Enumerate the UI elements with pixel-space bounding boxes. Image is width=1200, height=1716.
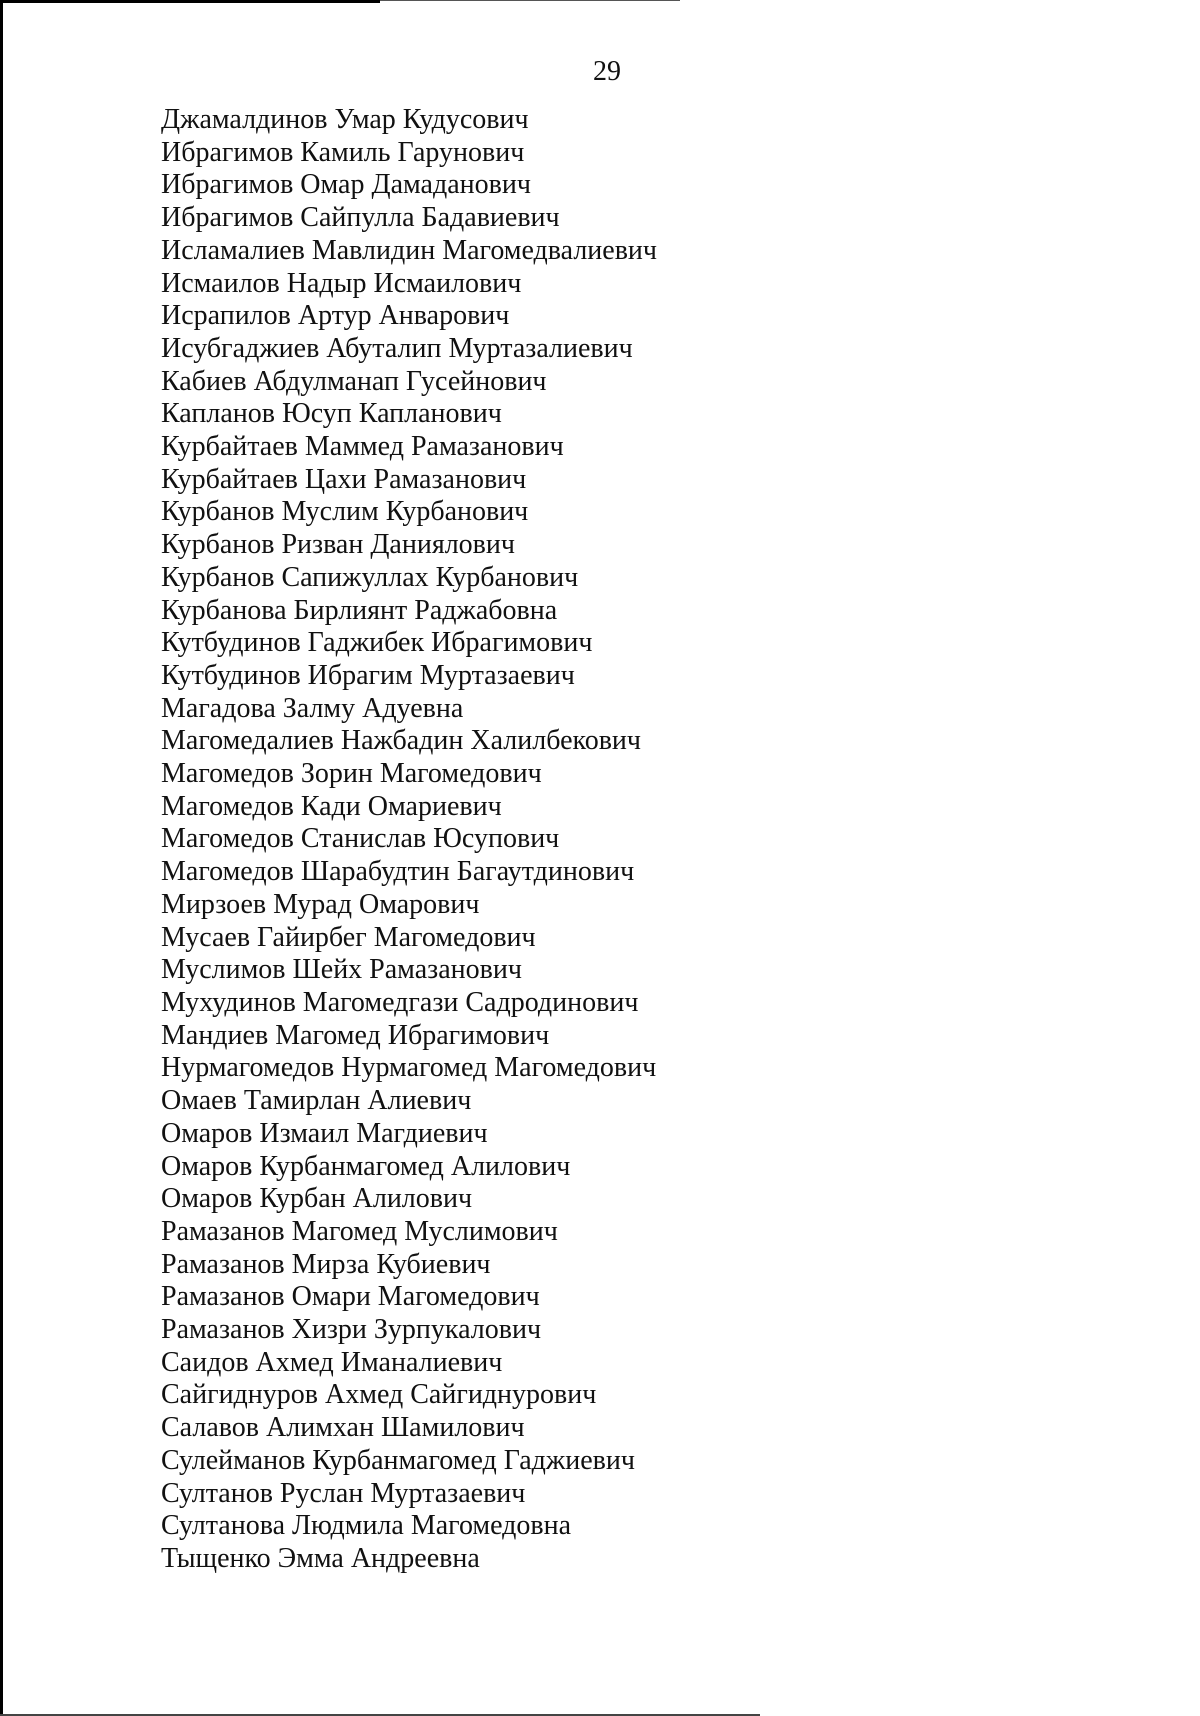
list-item: Мандиев Магомед Ибрагимович (161, 1019, 550, 1051)
list-item: Курбанов Муслим Курбанович (161, 496, 529, 528)
list-item: Султанов Руслан Муртазаевич (161, 1477, 526, 1509)
list-item: Нурмагомедов Нурмагомед Магомедович (161, 1052, 657, 1084)
list-item: Омаров Курбан Алилович (161, 1183, 473, 1215)
list-item: Курбанов Сапижуллах Курбанович (161, 561, 579, 593)
scan-edge-top-faint (380, 0, 680, 1)
list-item: Сулейманов Курбанмагомед Гаджиевич (161, 1444, 635, 1476)
list-item: Омаев Тамирлан Алиевич (161, 1085, 472, 1117)
list-item: Саидов Ахмед Иманалиевич (161, 1346, 503, 1378)
list-item: Тыщенко Эмма Андреевна (161, 1542, 480, 1574)
list-item: Султанова Людмила Магомедовна (161, 1510, 572, 1542)
list-item: Кутбудинов Ибрагим Муртазаевич (161, 659, 575, 691)
list-item: Курбайтаев Маммед Рамазанович (161, 431, 564, 463)
list-item: Мирзоев Мурад Омарович (161, 888, 480, 920)
list-item: Рамазанов Хизри Зурпукалович (161, 1314, 542, 1346)
list-item: Ибрагимов Сайпулла Бадавиевич (161, 202, 560, 234)
list-item: Сайгиднуров Ахмед Сайгиднурович (161, 1379, 597, 1411)
list-item: Магомедов Зорин Магомедович (161, 758, 542, 790)
list-item: Кутбудинов Гаджибек Ибрагимович (161, 627, 593, 659)
list-item: Рамазанов Мирза Кубиевич (161, 1248, 491, 1280)
list-item: Рамазанов Магомед Муслимович (161, 1215, 558, 1247)
list-item: Мухудинов Магомедгази Садродинович (161, 986, 639, 1018)
list-item: Рамазанов Омари Магомедович (161, 1281, 540, 1313)
list-item: Исрапилов Артур Анварович (161, 300, 510, 332)
name-list (161, 104, 657, 1576)
list-item: Исламалиев Мавлидин Магомедвалиевич (161, 234, 658, 266)
list-item: Магомедов Станислав Юсупович (161, 823, 560, 855)
list-item: Курбанова Бирлиянт Раджабовна (161, 594, 558, 626)
list-item: Капланов Юсуп Капланович (161, 398, 502, 430)
scan-edge-top (0, 0, 380, 3)
list-item: Исубгаджиев Абуталип Муртазалиевич (161, 332, 633, 364)
list-item: Омаров Измаил Магдиевич (161, 1117, 488, 1149)
list-item: Муслимов Шейх Рамазанович (161, 954, 522, 986)
list-item: Магадова Залму Адуевна (161, 692, 464, 724)
list-item: Кабиев Абдулманап Гусейнович (161, 365, 547, 397)
scan-edge-left (0, 0, 3, 1716)
list-item: Курбайтаев Цахи Рамазанович (161, 463, 527, 495)
list-item: Мусаев Гайирбег Магомедович (161, 921, 536, 953)
list-item: Исмаилов Надыр Исмаилович (161, 267, 522, 299)
page-number: 29 (593, 56, 621, 87)
list-item: Магомедалиев Нажбадин Халилбекович (161, 725, 641, 757)
list-item: Магомедов Шарабудтин Багаутдинович (161, 856, 635, 888)
list-item: Салавов Алимхан Шамилович (161, 1412, 525, 1444)
list-item: Курбанов Ризван Даниялович (161, 529, 515, 561)
list-item: Омаров Курбанмагомед Алилович (161, 1150, 571, 1182)
list-item: Ибрагимов Камиль Гарунович (161, 136, 525, 168)
list-item: Ибрагимов Омар Дамаданович (161, 169, 531, 201)
list-item: Джамалдинов Умар Кудусович (161, 104, 529, 135)
list-item: Магомедов Кади Омариевич (161, 790, 502, 822)
